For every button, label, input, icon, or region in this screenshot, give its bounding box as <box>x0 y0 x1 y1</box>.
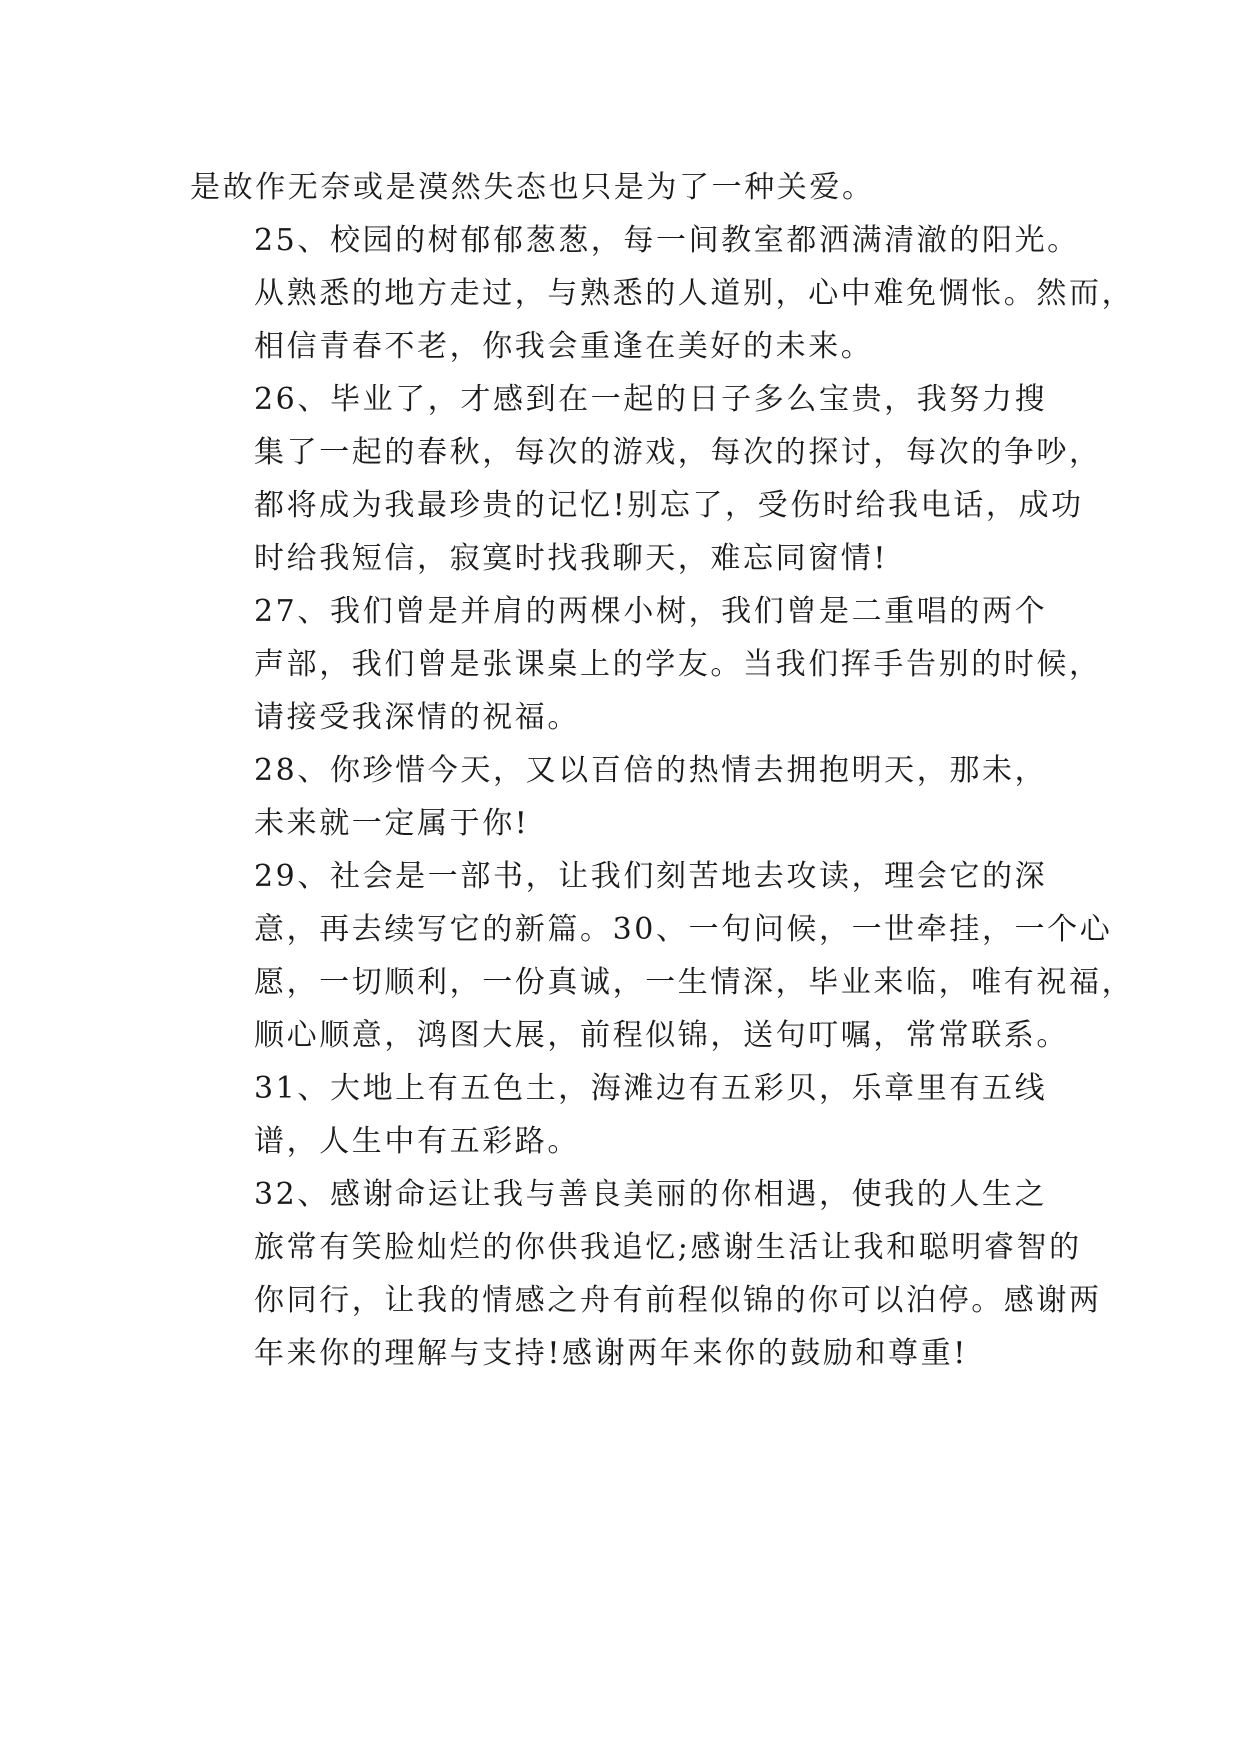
text-line: 旅常有笑脸灿烂的你供我追忆;感谢生活让我和聪明睿智的 <box>254 1230 1082 1265</box>
paragraph-29 <box>190 850 1135 1062</box>
text-line: 31、大地上有五色土，海滩边有五彩贝，乐章里有五线 <box>254 1071 1048 1106</box>
text-line: 相信青春不老，你我会重逢在美好的未来。 <box>254 329 874 364</box>
paragraph-26 <box>190 373 1102 585</box>
text-line: 顺心顺意，鸿图大展，前程似锦，送句叮嘱，常常联系。 <box>254 1018 1069 1053</box>
text-line: 28、你珍惜今天，又以百倍的热情去拥抱明天，那未， <box>254 753 1048 788</box>
text-line: 谱，人生中有五彩路。 <box>254 1124 580 1159</box>
document-body <box>190 161 1135 1380</box>
paragraph-32 <box>190 1168 1102 1380</box>
paragraph-continuation <box>190 161 1062 214</box>
text-line: 意，再去续写它的新篇。30、一句问候，一世牵挂，一个心 <box>254 912 1113 947</box>
text-line: 愿，一切顺利，一份真诚，一生情深，毕业来临，唯有祝福， <box>254 965 1135 1000</box>
text-line: 是故作无奈或是漠然失态也只是为了一种关爱。 <box>190 170 875 205</box>
text-line: 请接受我深情的祝福。 <box>254 700 580 735</box>
paragraph-25 <box>190 214 1135 373</box>
text-line: 27、我们曾是并肩的两棵小树，我们曾是二重唱的两个 <box>254 594 1048 629</box>
text-line: 集了一起的春秋，每次的游戏，每次的探讨，每次的争吵， <box>254 435 1102 470</box>
text-line: 都将成为我最珍贵的记忆!别忘了，受伤时给我电话，成功 <box>254 488 1084 523</box>
text-line: 32、感谢命运让我与善良美丽的你相遇，使我的人生之 <box>254 1177 1048 1212</box>
text-line: 你同行，让我的情感之舟有前程似锦的你可以泊停。感谢两 <box>254 1283 1102 1318</box>
paragraph-28 <box>190 744 1062 850</box>
text-line: 声部，我们曾是张课桌上的学友。当我们挥手告别的时候， <box>254 647 1102 682</box>
paragraph-27 <box>190 585 1102 744</box>
text-line: 时给我短信，寂寞时找我聊天，难忘同窗情! <box>254 541 889 576</box>
paragraph-31 <box>190 1062 1062 1168</box>
text-line: 未来就一定属于你! <box>254 806 530 841</box>
text-line: 29、社会是一部书，让我们刻苦地去攻读，理会它的深 <box>254 859 1048 894</box>
text-line: 25、校园的树郁郁葱葱，每一间教室都洒满清澈的阳光。 <box>254 223 1080 258</box>
text-line: 从熟悉的地方走过，与熟悉的人道别，心中难免惆怅。然而， <box>254 276 1135 311</box>
text-line: 年来你的理解与支持!感谢两年来你的鼓励和尊重! <box>254 1336 968 1371</box>
text-line: 26、毕业了，才感到在一起的日子多么宝贵，我努力搜 <box>254 382 1048 417</box>
